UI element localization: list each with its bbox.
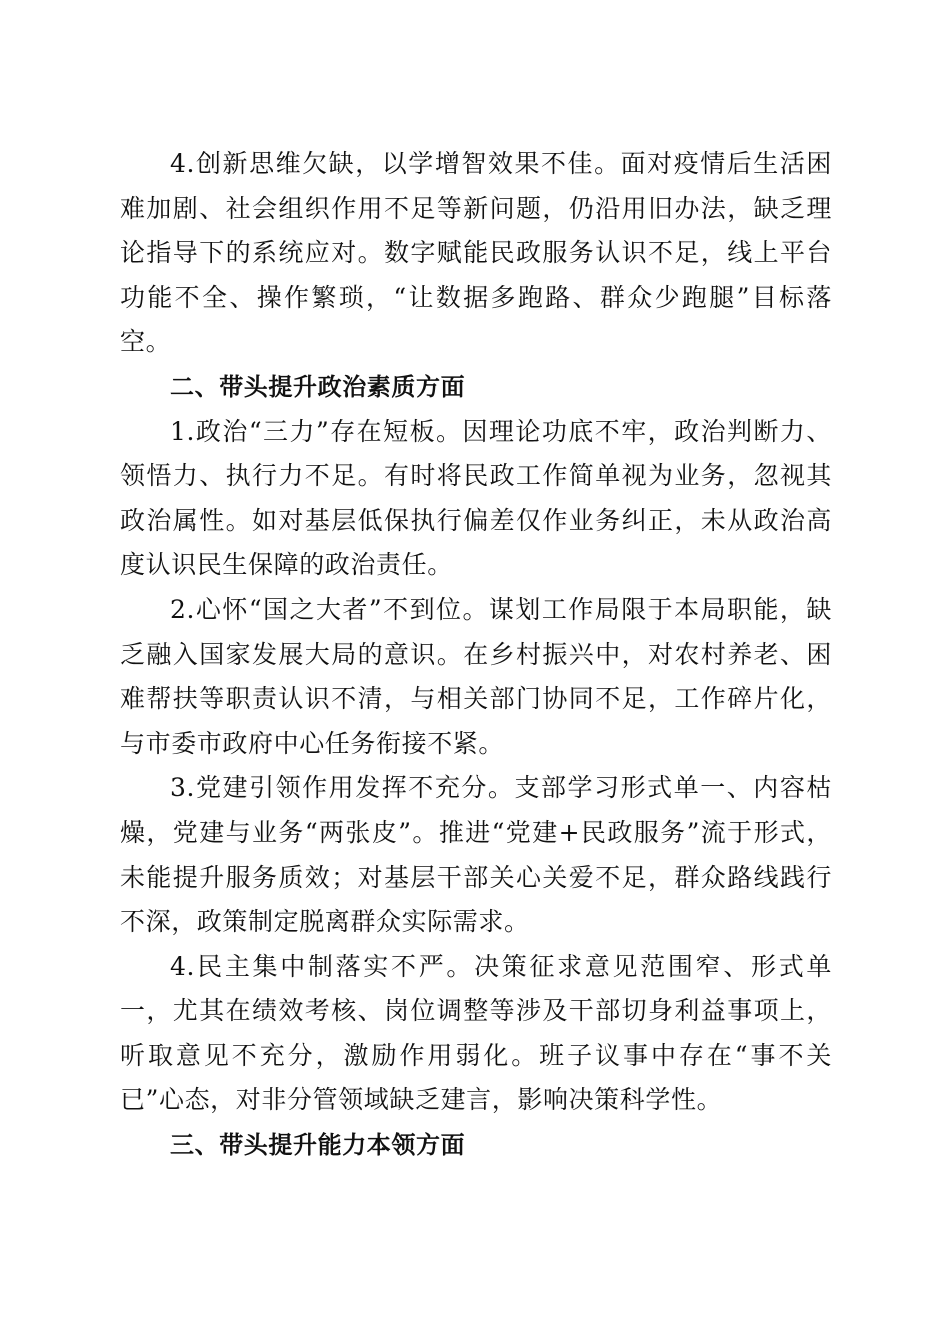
paragraph-party-building: 3.党建引领作用发挥不充分。支部学习形式单一、内容枯燥，党建与业务“两张皮”。推进“党建+民政服务”流于形式，未能提升服务质效；对基层干部关心关爱不足，群众路线践行不深，政策制定脱离群众实际需求。 <box>120 773 832 937</box>
paragraph-national-priorities: 2.心怀“国之大者”不到位。谋划工作局限于本局职能，缺乏融入国家发展大局的意识。在乡村振兴中，对农村养老、困难帮扶等职责认识不清，与相关部门协同不足，工作碎片化，与市委市政府中心任务衔接不紧。 <box>120 594 832 758</box>
paragraph-democratic-centralism: 4.民主集中制落实不严。决策征求意见范围窄、形式单一，尤其在绩效考核、岗位调整等涉及干部切身利益事项上，听取意见不充分，激励作用弱化。班子议事中存在“事不关已”心态，对非分管领域缺乏建言，影响决策科学性。 <box>120 951 832 1115</box>
paragraph-political-abilities: 1.政治“三力”存在短板。因理论功底不牢，政治判断力、领悟力、执行力不足。有时将民政工作简单视为业务，忽视其政治属性。如对基层低保执行偏差仅作业务纠正，未从政治高度认识民生保障的政治责任。 <box>120 416 832 580</box>
section-heading-capability: 三、带头提升能力本领方面 <box>170 1131 466 1160</box>
section-heading-political-quality: 二、带头提升政治素质方面 <box>170 372 466 401</box>
document-body <box>120 142 832 1168</box>
paragraph-innovation-thinking: 4.创新思维欠缺，以学增智效果不佳。面对疫情后生活困难加剧、社会组织作用不足等新问题，仍沿用旧办法，缺乏理论指导下的系统应对。数字赋能民政服务认识不足，线上平台功能不全、操作繁琐，“让数据多跑路、群众少跑腿”目标落空。 <box>120 149 832 357</box>
